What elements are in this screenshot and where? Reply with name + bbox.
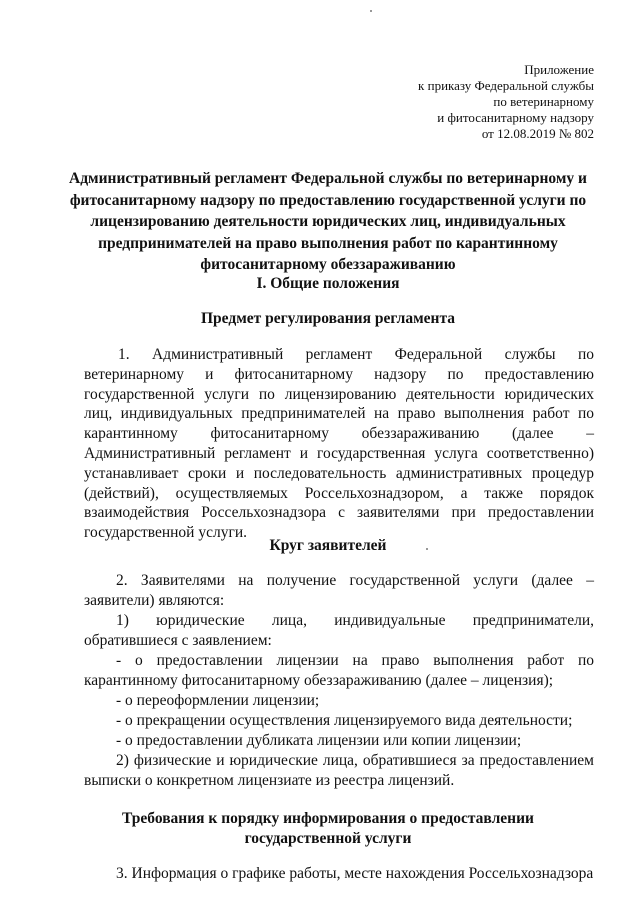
appendix-block xyxy=(418,62,594,142)
paragraph-2: 2. Заявителями на получение государственной услуги (далее – заявители) являются: xyxy=(84,572,594,609)
scan-speck xyxy=(370,10,372,12)
document-title: Административный регламент Федеральной службы по ветеринарному и фитосанитарному надзору по предоставлению государственной услуги по лицензированию деятельности юридических лиц, индивидуальных предпринимателей на право выполнения работ по карантинному фитосанитарному обеззараживанию xyxy=(69,170,587,273)
appendix-order-date: от 12.08.2019 № 802 xyxy=(481,126,594,141)
appendix-line: Приложение xyxy=(524,62,594,77)
applicants-dash-item: - о прекращении осуществления лицензируемого вида деятельности; xyxy=(116,712,573,729)
applicants-dash-item: - о предоставлении дубликата лицензии или копии лицензии; xyxy=(116,732,522,749)
appendix-line: к приказу Федеральной службы xyxy=(418,78,594,93)
applicants-item-2: 2) физические и юридические лица, обратившиеся за предоставлением выписки о конкретном лицензиате из реестра лицензий. xyxy=(84,752,594,789)
subsection-heading: Предмет регулирования регламента xyxy=(201,310,455,327)
applicants-item-1: 1) юридические лица, индивидуальные предприниматели, обратившиеся с заявлением: xyxy=(84,612,594,649)
appendix-line: и фитосанитарному надзору xyxy=(437,110,594,125)
paragraph-3: 3. Информация о графике работы, месте нахождения Россельхознадзора xyxy=(116,865,594,882)
paragraph-1: 1. Административный регламент Федеральной службы по ветеринарному и фитосанитарному надзору по предоставлению государственной услуги по лицензированию деятельности юридических лиц, индивидуальных предпринимателей на право выполнения работ по карантинному фитосанитарному обеззараживанию (далее – Административный регламент и государственная услуга соответственно) устанавливает сроки и последовательность административных процедур (действий), осуществляемых Россельхознадзором, а также порядок взаимодействия Россельхознадзора с заявителями при предоставлении государственной услуги. xyxy=(84,346,594,542)
subsection-heading-informing: Требования к порядку информирования о предоставлении государственной услуги xyxy=(122,810,534,847)
section-heading: I. Общие положения xyxy=(256,275,400,292)
applicants-dash-item: - о предоставлении лицензии на право выполнения работ по карантинному фитосанитарному обеззараживанию (далее – лицензия); xyxy=(84,652,594,689)
appendix-line: по ветеринарному xyxy=(493,94,594,109)
subsection-heading-applicants: Круг заявителей xyxy=(269,537,387,554)
applicants-dash-item: - о переоформлении лицензии; xyxy=(116,692,320,709)
